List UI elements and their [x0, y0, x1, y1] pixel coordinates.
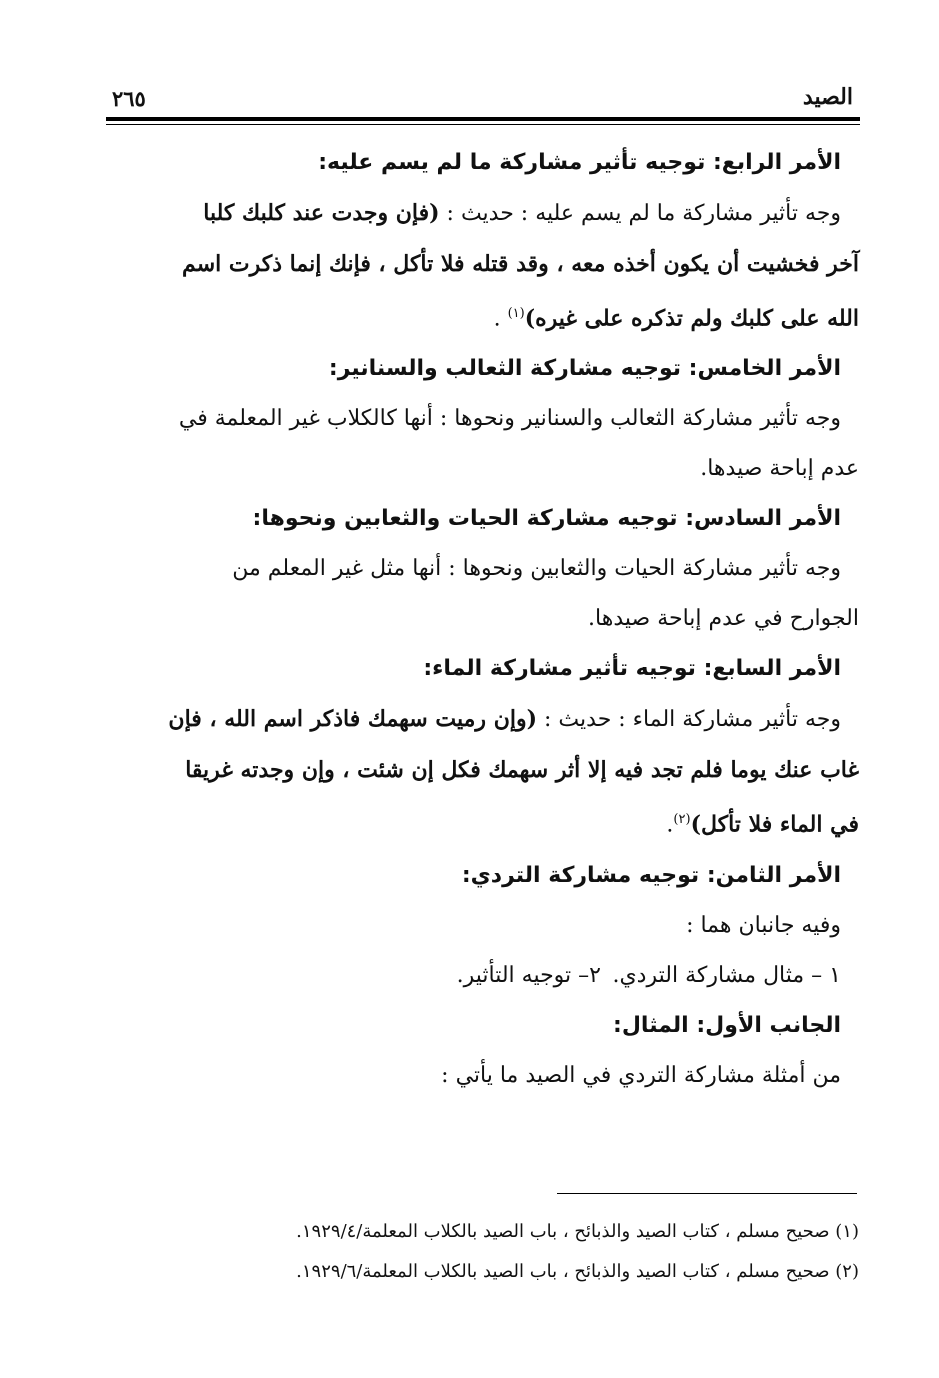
paragraph-line [111, 188, 859, 239]
plain-text: وجه تأثير مشاركة ما لم يسم عليه : حديث : [439, 201, 841, 226]
paragraph-line: وجه تأثير مشاركة الحيات والثعابين ونحوها : أنها مثل غير المعلم من [232, 556, 841, 582]
hadith-line: آخر فخشيت أن يكون أخذه معه ، وقد قتله فلا تأكل ، فإنك إنما ذكرت اسم [182, 251, 859, 277]
punctuation: . [666, 812, 674, 838]
section-heading-7: الأمر السابع: توجيه تأثير مشاركة الماء: [423, 656, 841, 682]
paragraph-line: عدم إباحة صيدها. [700, 456, 859, 482]
footnote-1: (١) صحيح مسلم ، كتاب الصيد والذبائح ، باب الصيد بالكلاب المعلمة/١٩٢٩/٤. [296, 1221, 859, 1242]
section-heading-6: الأمر السادس: توجيه مشاركة الحيات والثعابين ونحوها: [252, 506, 841, 532]
paragraph-line: وجه تأثير مشاركة الثعالب والسنانير ونحوها : أنها كالكلاب غير المعلمة في [178, 406, 841, 432]
paragraph-line: من أمثلة مشاركة التردي في الصيد ما يأتي : [441, 1062, 841, 1088]
plain-text: وجه تأثير مشاركة الماء : حديث : [537, 707, 841, 733]
running-header-title: الصيد [802, 84, 853, 110]
header-rule-thin [106, 124, 860, 125]
footnotes [119, 1212, 859, 1292]
footnote-separator [557, 1193, 857, 1194]
hadith-line-end [111, 795, 859, 850]
paragraph-line: وفيه جانبان هما : [686, 912, 841, 938]
paragraph-line: الجوارح في عدم إباحة صيدها. [588, 606, 859, 632]
section-heading-8: الأمر الثامن: توجيه مشاركة التردي: [461, 862, 841, 888]
paragraph-line [111, 694, 859, 745]
hadith-line: غاب عنك يوما فلم تجد فيه إلا أثر سهمك فكل إن شئت ، وإن وجدته غريقا [185, 757, 859, 784]
list-item-1: ١ – مثال مشاركة التردي. [612, 962, 841, 988]
numbered-list [111, 951, 859, 1001]
hadith-line-end [111, 289, 859, 344]
list-item-2: ٢– توجيه التأثير. [456, 962, 601, 988]
punctuation: . [493, 306, 508, 332]
page-number: ٢٦٥ [112, 86, 146, 111]
footnote-ref-1: (١) [507, 306, 525, 321]
footnote-ref-2: (٢) [673, 812, 691, 828]
hadith-text: (فإن وجدت عند كلبك كلبا [203, 200, 440, 226]
hadith-text: الله على كلبك ولم تذكره على غيره) [524, 305, 859, 332]
header-rule-thick [106, 117, 860, 121]
hadith-text: (وإن رميت سهمك فاذكر اسم الله ، فإن [168, 706, 538, 733]
section-heading-4: الأمر الرابع: توجيه تأثير مشاركة ما لم يسم عليه: [318, 150, 841, 175]
hadith-text: في الماء فلا تأكل) [690, 811, 859, 838]
main-text [111, 138, 859, 1101]
section-heading-5: الأمر الخامس: توجيه مشاركة الثعالب والسنانير: [328, 356, 841, 382]
footnote-2: (٢) صحيح مسلم ، كتاب الصيد والذبائح ، باب الصيد بالكلاب المعلمة/١٩٢٩/٦. [296, 1261, 859, 1282]
sub-heading: الجانب الأول: المثال: [613, 1012, 841, 1038]
